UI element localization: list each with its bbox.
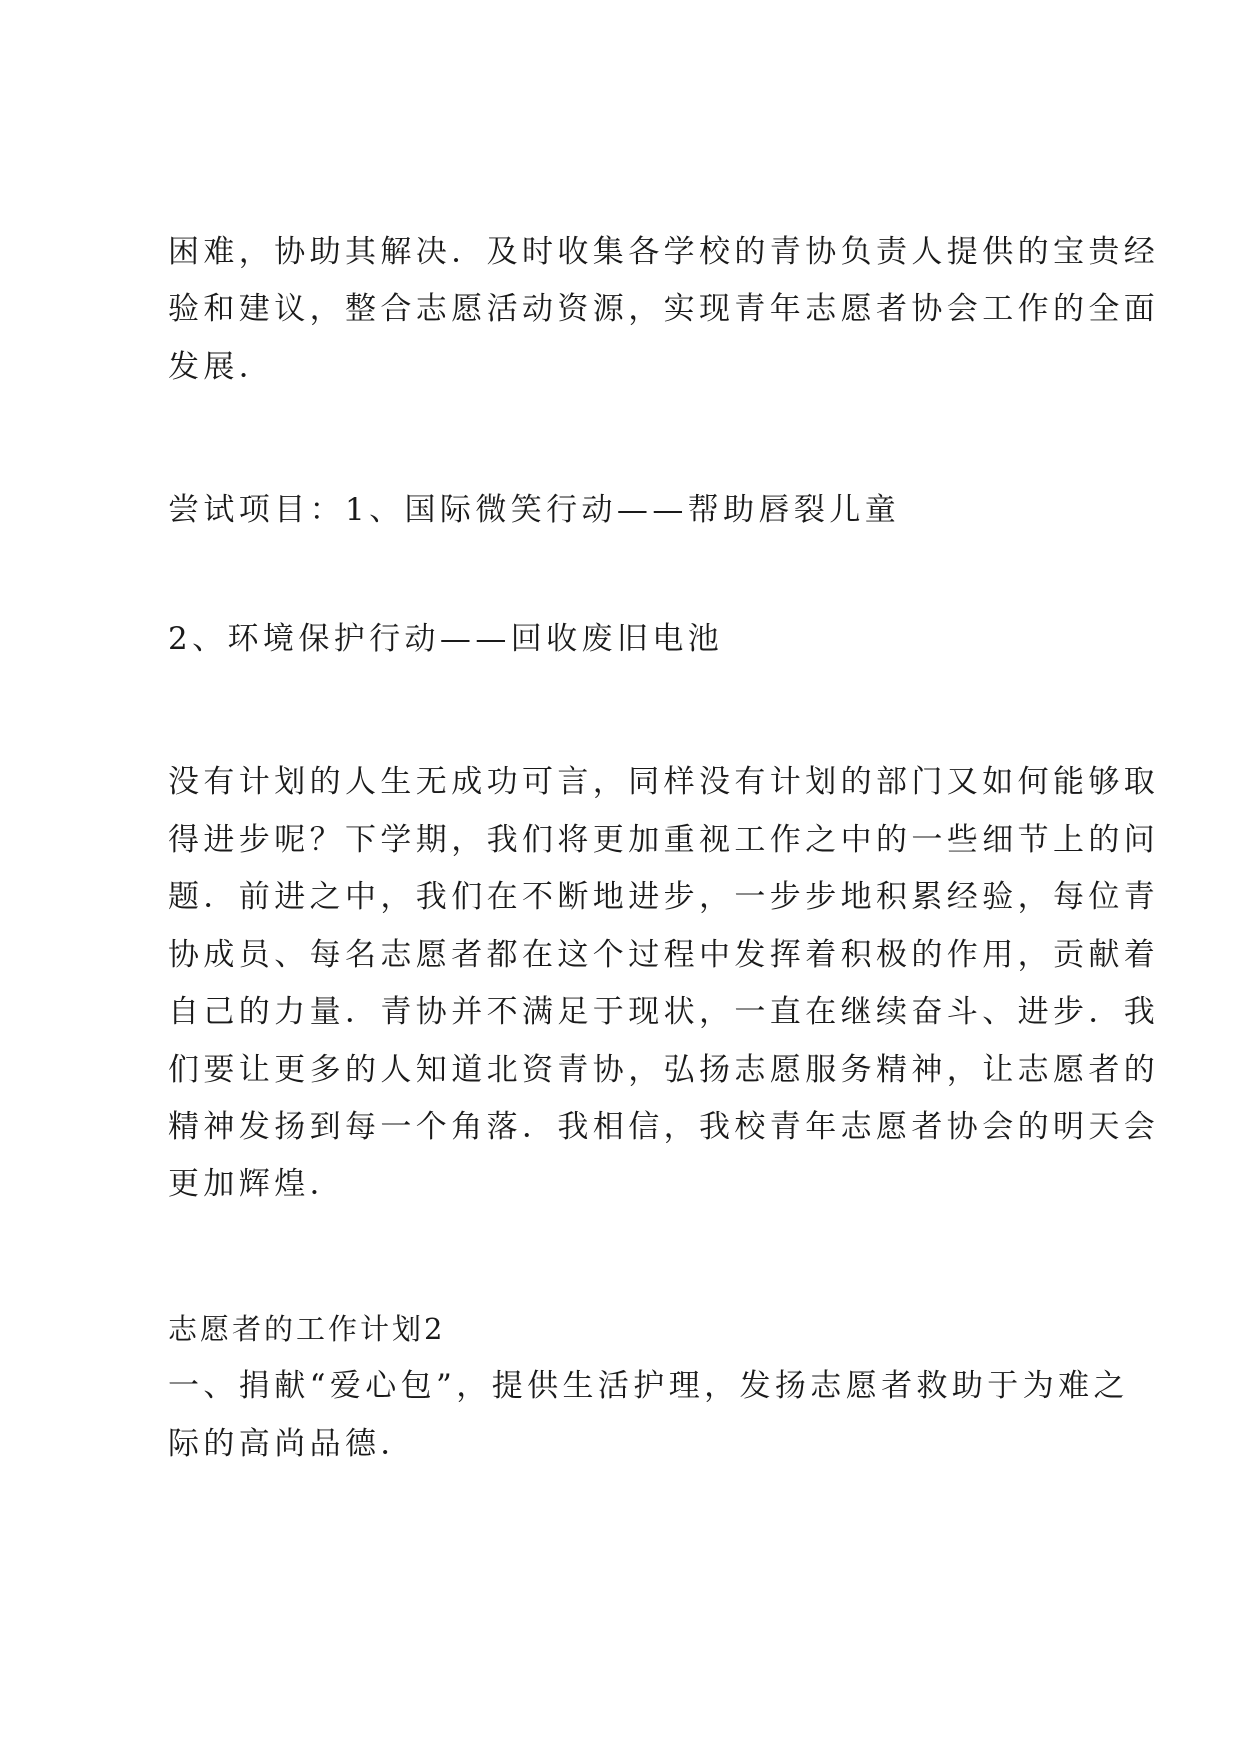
project-2-line: 2、环境保护行动——回收废旧电池 <box>168 621 724 657</box>
paragraph-4-line-3: 题．前进之中，我们在不断地进步，一步步地积累经验，每位青 <box>168 879 1160 915</box>
paragraph-1-line-3: 发展． <box>168 349 275 385</box>
paragraph-4-line-8: 更加辉煌． <box>168 1166 345 1202</box>
paragraph-4-line-7: 精神发扬到每一个角落．我相信，我校青年志愿者协会的明天会 <box>168 1109 1160 1145</box>
paragraph-5-line-1: 一、捐献“爱心包”，提供生活护理，发扬志愿者救助于为难之 <box>168 1368 1129 1404</box>
paragraph-4-line-5: 自己的力量．青协并不满足于现状，一直在继续奋斗、进步．我 <box>168 994 1160 1030</box>
paragraph-4-line-1: 没有计划的人生无成功可言，同样没有计划的部门又如何能够取 <box>168 764 1160 800</box>
section-heading: 志愿者的工作计划2 <box>168 1312 446 1346</box>
paragraph-1-line-1: 困难，协助其解决．及时收集各学校的青协负责人提供的宝贵经 <box>168 234 1160 270</box>
paragraph-4-line-4: 协成员、每名志愿者都在这个过程中发挥着积极的作用，贡献着 <box>168 937 1160 973</box>
paragraph-4-line-2: 得进步呢？下学期，我们将更加重视工作之中的一些细节上的问 <box>168 822 1160 858</box>
paragraph-1-line-2: 验和建议，整合志愿活动资源，实现青年志愿者协会工作的全面 <box>168 291 1160 327</box>
trial-projects-line: 尝试项目：1、国际微笑行动——帮助唇裂儿童 <box>168 492 901 528</box>
paragraph-4-line-6: 们要让更多的人知道北资青协，弘扬志愿服务精神，让志愿者的 <box>168 1052 1160 1088</box>
paragraph-5-line-2: 际的高尚品德． <box>168 1426 416 1462</box>
